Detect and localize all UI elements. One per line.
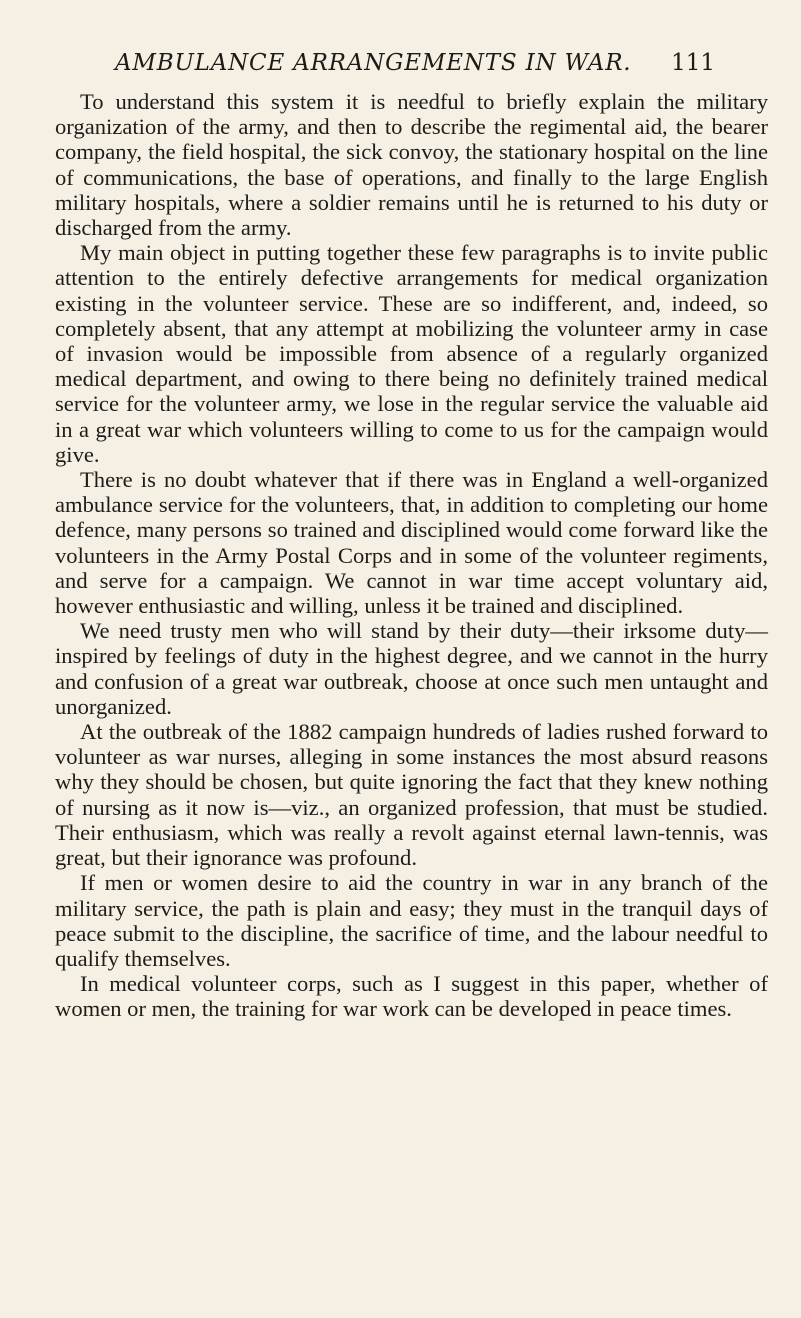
paragraph: My main object in putting together these few paragraphs is to invite public attention to the entirely defective arrangements for medical organization existing in the volunteer service. These are so indifferent, and, indeed, so completely absent, that any attempt at mobilizing the volunteer army in case of invasion would be impossible from absence of a regularly organized medical department, and owing to there being no definitely trained medical service for the volunteer army, we lose in the regular service the valuable aid in a great war which volunteers willing to come to us for the campaign would give. (55, 240, 768, 467)
body-text (55, 89, 768, 1022)
paragraph: In medical volunteer corps, such as I suggest in this paper, whether of women or men, the training for war work can be developed in peace times. (55, 971, 768, 1022)
paragraph: We need trusty men who will stand by their duty—their irksome duty—inspired by feelings of duty in the highest degree, and we cannot in the hurry and confusion of a great war outbreak, choose at once such men untaught and unorganized. (55, 618, 768, 719)
page-number: 111 (671, 50, 715, 76)
running-title: AMBULANCE ARRANGEMENTS IN WAR. (115, 50, 632, 76)
paragraph: There is no doubt whatever that if there was in England a well-organized ambulance service for the volunteers, that, in addition to completing our home defence, many persons so trained and disciplined would come forward like the volunteers in the Army Postal Corps and in some of the volunteer regiments, and serve for a campaign. We cannot in war time accept voluntary aid, however enthusiastic and willing, unless it be trained and disciplined. (55, 467, 768, 619)
paragraph: At the outbreak of the 1882 campaign hundreds of ladies rushed forward to volunteer as war nurses, alleging in some instances the most absurd reasons why they should be chosen, but quite ignoring the fact that they knew nothing of nursing as it now is—viz., an organized profession, that must be studied. Their enthusiasm, which was really a revolt against eternal lawn-tennis, was great, but their ignorance was profound. (55, 719, 768, 871)
paragraph: To understand this system it is needful to briefly explain the military organization of the army, and then to describe the regimental aid, the bearer company, the field hospital, the sick convoy, the stationary hospital on the line of communications, the base of operations, and finally to the large English military hospitals, where a soldier remains until he is returned to his duty or discharged from the army. (55, 89, 768, 241)
running-head (115, 50, 715, 84)
paragraph: If men or women desire to aid the country in war in any branch of the military service, the path is plain and easy; they must in the tranquil days of peace submit to the discipline, the sacrifice of time, and the labour needful to qualify themselves. (55, 870, 768, 971)
